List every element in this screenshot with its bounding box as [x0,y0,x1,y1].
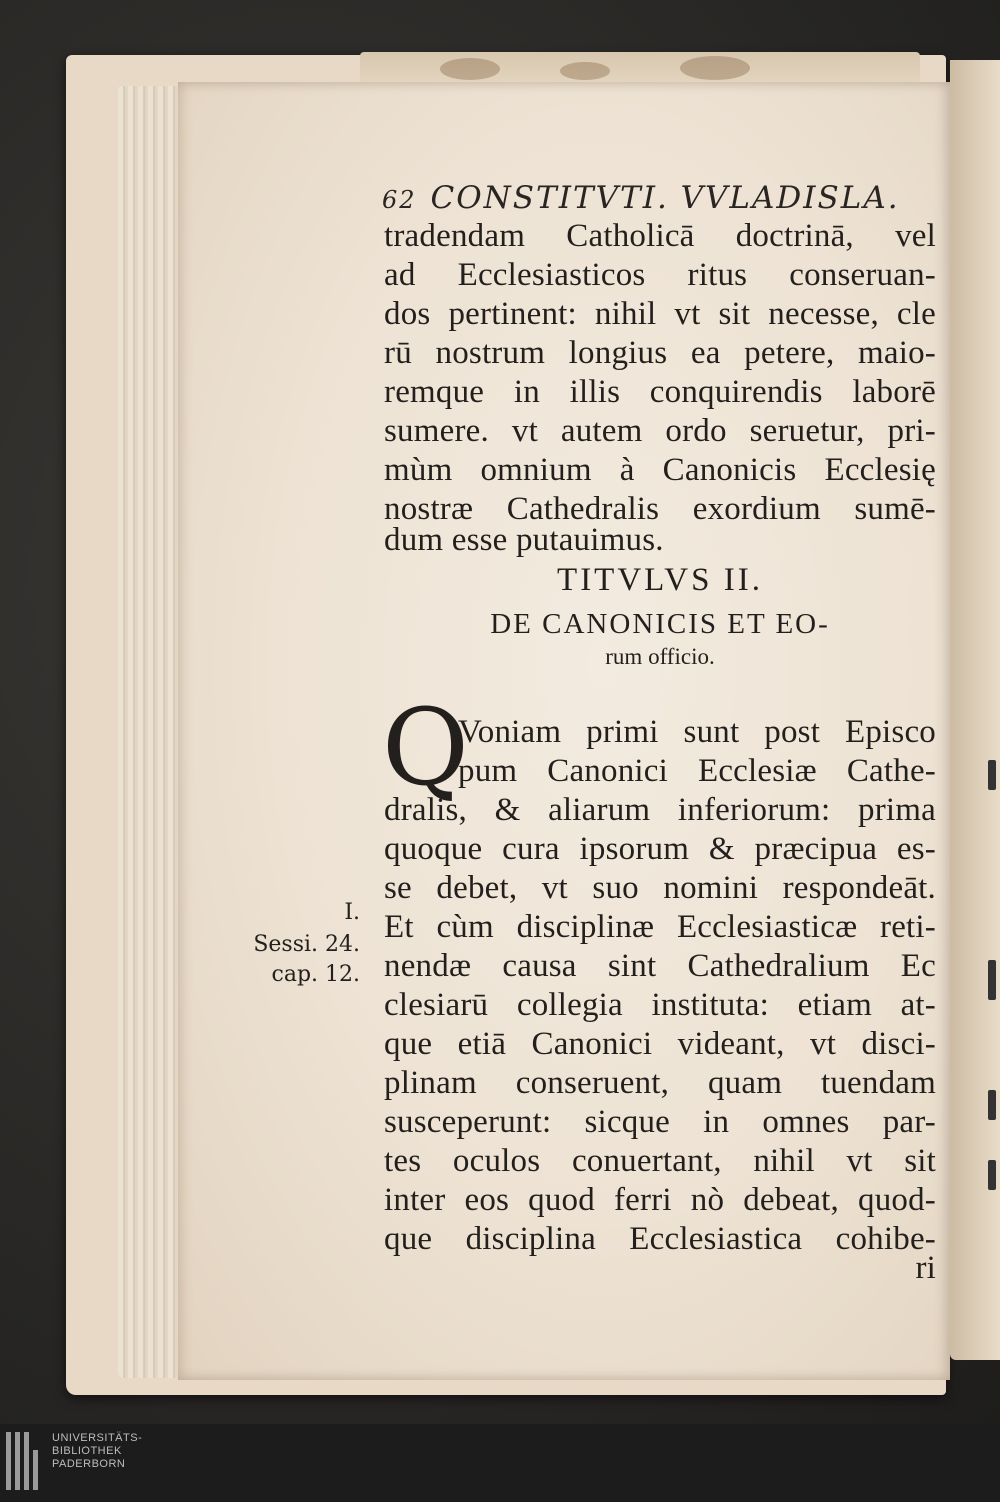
text-line: tradendam Catholicā doctrinā, vel [384,218,936,254]
library-logo-icon [6,1432,46,1492]
ink-stain [560,62,610,80]
text-line: que disciplina Ecclesiastica cohibe- [384,1221,936,1257]
ink-stain [440,58,500,80]
text-line: dralis, & aliarum inferiorum: prima [384,792,936,828]
text-line: dos pertinent: nihil vt sit necesse, cle [384,296,936,332]
text-line: remque in illis conquirendis laborē [384,374,936,410]
margin-note-number: I. [344,900,360,925]
text-line: sumere. vt autem ordo seruetur, pri- [384,413,936,449]
facing-print-mark [988,1160,996,1190]
margin-note-session: Sessi. 24. [253,932,360,957]
facing-print-mark [988,960,996,1000]
facing-print-mark [988,1090,996,1120]
section-title: TITVLVS II. [557,562,763,598]
text-line: plinam conseruent, quam tuendam [384,1065,936,1101]
ink-stain [680,56,750,80]
margin-note-chapter: cap. 12. [271,962,360,987]
text-line: se debet, vt suo nomini respondeāt. [384,870,936,906]
library-name-line: BIBLIOTHEK [52,1445,122,1457]
text-line: Voniam primi sunt post Episco [458,714,936,750]
text-line: ad Ecclesiasticos ritus conseruan- [384,257,936,293]
page-number: 62 [382,186,417,214]
text-line: tes oculos conuertant, nihil vt sit [384,1143,936,1179]
text-line: pum Canonici Ecclesiæ Cathe- [458,753,936,789]
library-name [52,1432,142,1471]
text-line: dum esse putauimus. [384,522,664,558]
library-name-line: UNIVERSITÄTS- [52,1432,143,1444]
drop-cap: Q [382,686,469,809]
text-line: mùm omnium à Canonicis Ecclesię [384,452,936,488]
text-line: Et cùm disciplinæ Ecclesiasticæ reti- [384,909,936,945]
text-line: nostræ Cathedralis exordium sumē- [384,491,936,527]
text-line: que etiā Canonici videant, vt disci- [384,1026,936,1062]
text-line: quoque cura ipsorum & præcipua es- [384,831,936,867]
section-subtitle-continued: rum officio. [605,644,715,669]
text-line: inter eos quod ferri nò debeat, quod- [384,1182,936,1218]
text-line: rū nostrum longius ea petere, maio- [384,335,936,371]
text-line: clesiarū collegia instituta: etiam at- [384,987,936,1023]
text-line: susceperunt: sicque in omnes par- [384,1104,936,1140]
catchword: ri [915,1250,936,1286]
facing-page-edge [950,60,1000,1360]
facing-print-mark [988,760,996,790]
text-line: nendæ causa sint Cathedralium Ec [384,948,936,984]
library-footer [0,1424,1000,1502]
section-subtitle: DE CANONICIS ET EO- [490,608,830,640]
library-name-line: PADERBORN [52,1458,126,1470]
running-head-title: CONSTITVTI. VVLADISLA. [430,180,900,216]
